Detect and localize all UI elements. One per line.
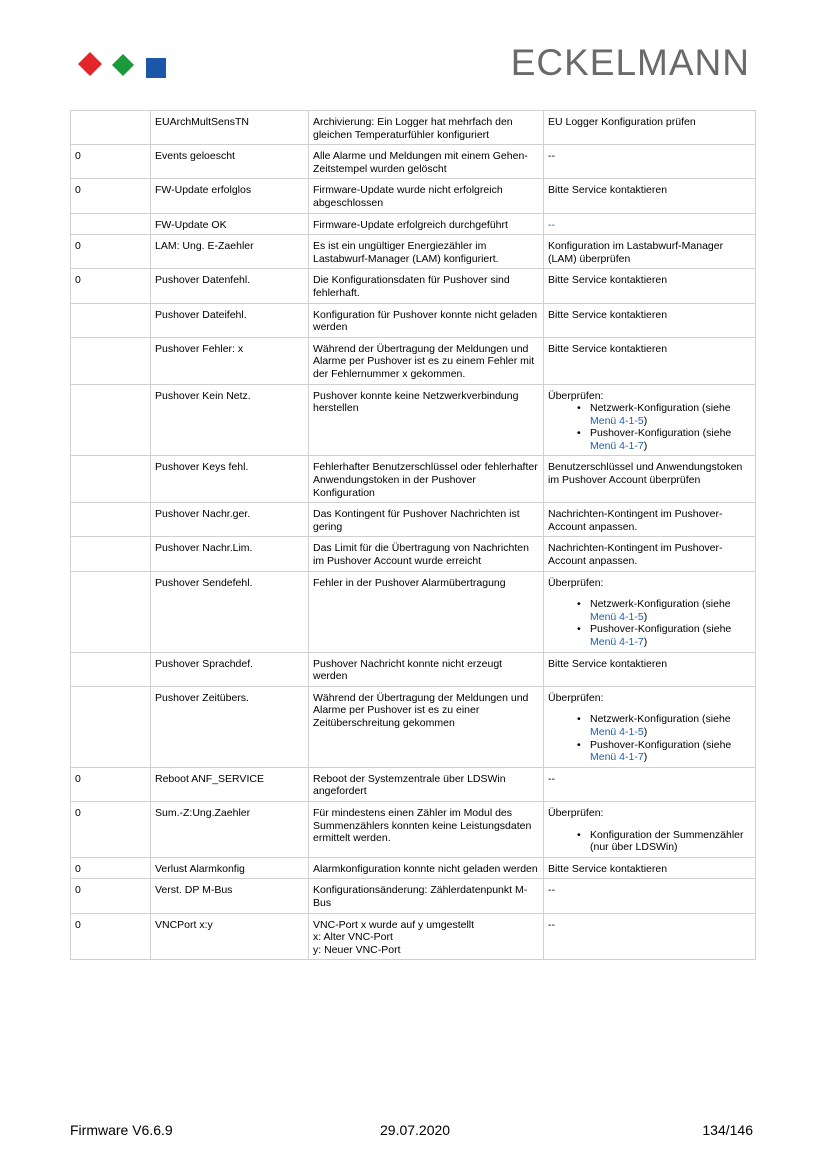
- priority-cell: [71, 686, 151, 767]
- description-cell: Firmware-Update erfolgreich durchgeführt: [309, 213, 544, 235]
- action-cell: Benutzerschlüssel und Anwendungstoken im Pushover Account überprüfen: [544, 456, 756, 503]
- priority-cell: 0: [71, 913, 151, 960]
- action-list: [548, 598, 751, 648]
- message-text-cell: FW-Update OK: [151, 213, 309, 235]
- table-row: [71, 652, 756, 686]
- action-cell: EU Logger Konfiguration prüfen: [544, 111, 756, 145]
- priority-cell: [71, 652, 151, 686]
- action-intro: Überprüfen:: [548, 806, 604, 819]
- description-cell: Firmware-Update wurde nicht erfolgreich abgeschlossen: [309, 179, 544, 213]
- table-row: [71, 145, 756, 179]
- message-text-cell: Sum.-Z:Ung.Zaehler: [151, 801, 309, 857]
- table-row: [71, 303, 756, 337]
- list-item-suffix: ): [643, 414, 648, 427]
- message-text-cell: Events geloescht: [151, 145, 309, 179]
- message-text-cell: VNCPort x:y: [151, 913, 309, 960]
- description-cell: Reboot der Systemzentrale über LDSWin angefordert: [309, 767, 544, 801]
- description-cell: Während der Übertragung der Meldungen und Alarme per Pushover ist es zu einer Zeitüberschreitung gekommen: [309, 686, 544, 767]
- table-row: [71, 503, 756, 537]
- priority-cell: 0: [71, 145, 151, 179]
- action-cell: Konfiguration im Lastabwurf-Manager (LAM) überprüfen: [544, 235, 756, 269]
- action-cell: Bitte Service kontaktieren: [544, 179, 756, 213]
- action-cell: --: [544, 213, 756, 235]
- action-cell: Nachrichten-Kontingent im Pushover-Account anpassen.: [544, 537, 756, 571]
- menu-link[interactable]: Menü 4-1-5: [590, 610, 644, 623]
- priority-cell: 0: [71, 767, 151, 801]
- table-row: [71, 537, 756, 571]
- message-text-cell: Pushover Zeitübers.: [151, 686, 309, 767]
- table-row: [71, 686, 756, 767]
- list-item-text: Pushover-Konfiguration (siehe: [590, 623, 732, 636]
- priority-cell: 0: [71, 801, 151, 857]
- description-cell: Fehler in der Pushover Alarmübertragung: [309, 571, 544, 652]
- action-cell: Bitte Service kontaktieren: [544, 337, 756, 384]
- message-text-cell: Reboot ANF_SERVICE: [151, 767, 309, 801]
- action-intro: Überprüfen:: [548, 576, 604, 589]
- menu-link[interactable]: Menü 4-1-5: [590, 414, 644, 427]
- action-intro: Überprüfen:: [548, 691, 604, 704]
- list-item-suffix: ): [643, 636, 648, 648]
- message-text-cell: Pushover Datenfehl.: [151, 269, 309, 303]
- action-cell: [544, 801, 756, 857]
- priority-cell: [71, 213, 151, 235]
- table-row: [71, 879, 756, 913]
- logo-blue-square: [146, 58, 166, 78]
- description-cell: Alle Alarme und Meldungen mit einem Gehen-Zeitstempel wurden gelöscht: [309, 145, 544, 179]
- table-row: [71, 213, 756, 235]
- priority-cell: [71, 537, 151, 571]
- action-cell: Nachrichten-Kontingent im Pushover-Account anpassen.: [544, 503, 756, 537]
- logo-red-diamond: [78, 52, 102, 76]
- menu-link[interactable]: Menü 4-1-7: [590, 439, 644, 452]
- description-cell: Konfiguration für Pushover konnte nicht geladen werden: [309, 303, 544, 337]
- menu-link[interactable]: Menü 4-1-7: [590, 636, 644, 648]
- list-item: [590, 829, 751, 854]
- list-item-suffix: ): [643, 751, 648, 764]
- description-cell: Alarmkonfiguration konnte nicht geladen werden: [309, 857, 544, 879]
- list-item-text: Netzwerk-Konfiguration (siehe: [590, 713, 731, 726]
- action-cell: Bitte Service kontaktieren: [544, 269, 756, 303]
- message-text-cell: Pushover Sendefehl.: [151, 571, 309, 652]
- list-item: [590, 739, 751, 764]
- action-cell: [544, 384, 756, 456]
- list-item: [590, 402, 751, 427]
- action-cell: [544, 686, 756, 767]
- footer-date: 29.07.2020: [380, 1122, 451, 1138]
- description-cell: Archivierung: Ein Logger hat mehrfach den gleichen Temperaturfühler konfiguriert: [309, 111, 544, 145]
- action-cell: --: [544, 145, 756, 179]
- list-item: [590, 598, 751, 623]
- message-text-cell: EUArchMultSensTN: [151, 111, 309, 145]
- action-cell: --: [544, 913, 756, 960]
- table-row: [71, 337, 756, 384]
- description-cell: Während der Übertragung der Meldungen und Alarme per Pushover ist es zu einem Fehler mit der Fehlernummer x gekommen.: [309, 337, 544, 384]
- table-row: [71, 269, 756, 303]
- footer-page-number: 134/146: [702, 1122, 753, 1138]
- table-row: [71, 767, 756, 801]
- message-text-cell: Pushover Kein Netz.: [151, 384, 309, 456]
- message-text-cell: Verlust Alarmkonfig: [151, 857, 309, 879]
- list-item-text: Pushover-Konfiguration (siehe: [590, 427, 732, 440]
- priority-cell: [71, 111, 151, 145]
- list-item-suffix: ): [643, 439, 648, 452]
- priority-cell: [71, 456, 151, 503]
- action-cell: --: [544, 879, 756, 913]
- description-cell: Konfigurationsänderung: Zählerdatenpunkt M-Bus: [309, 879, 544, 913]
- priority-cell: [71, 303, 151, 337]
- description-cell: Das Limit für die Übertragung von Nachrichten im Pushover Account wurde erreicht: [309, 537, 544, 571]
- description-line: VNC-Port x wurde auf y umgestellt: [313, 918, 475, 931]
- table-row: [71, 801, 756, 857]
- action-intro: Überprüfen:: [548, 389, 604, 402]
- priority-cell: [71, 337, 151, 384]
- eckelmann-logo: [76, 50, 168, 80]
- message-text-cell: Pushover Keys fehl.: [151, 456, 309, 503]
- table-row: [71, 913, 756, 960]
- message-text-cell: Pushover Fehler: x: [151, 337, 309, 384]
- menu-link[interactable]: Menü 4-1-5: [590, 725, 644, 738]
- priority-cell: [71, 503, 151, 537]
- description-cell: Für mindestens einen Zähler im Modul des Summenzählers konnten keine Leistungsdaten ermittelt werden.: [309, 801, 544, 857]
- list-item-text: Pushover-Konfiguration (siehe: [590, 738, 732, 751]
- table-row: [71, 571, 756, 652]
- action-cell: Bitte Service kontaktieren: [544, 652, 756, 686]
- footer-firmware: Firmware V6.6.9: [70, 1122, 173, 1138]
- priority-cell: [71, 571, 151, 652]
- message-text-cell: LAM: Ung. E-Zaehler: [151, 235, 309, 269]
- description-cell: [309, 913, 544, 960]
- list-item-suffix: ): [643, 610, 648, 623]
- description-cell: Fehlerhafter Benutzerschlüssel oder fehlerhafter Anwendungstoken in der Pushover Konfiguration: [309, 456, 544, 503]
- list-item-text: Netzwerk-Konfiguration (siehe: [590, 402, 731, 415]
- menu-link[interactable]: Menü 4-1-7: [590, 751, 644, 764]
- logo-green-diamond: [112, 54, 134, 76]
- message-table: [70, 110, 756, 960]
- table-row: [71, 857, 756, 879]
- priority-cell: 0: [71, 269, 151, 303]
- description-cell: Pushover Nachricht konnte nicht erzeugt werden: [309, 652, 544, 686]
- priority-cell: 0: [71, 235, 151, 269]
- table-row: [71, 456, 756, 503]
- priority-cell: 0: [71, 179, 151, 213]
- table-row: [71, 235, 756, 269]
- message-text-cell: Pushover Dateifehl.: [151, 303, 309, 337]
- action-cell: --: [544, 767, 756, 801]
- message-text-cell: Verst. DP M-Bus: [151, 879, 309, 913]
- list-item: [590, 427, 751, 452]
- action-cell: Bitte Service kontaktieren: [544, 303, 756, 337]
- message-text-cell: Pushover Nachr.Lim.: [151, 537, 309, 571]
- table-row: [71, 384, 756, 456]
- action-list: [548, 713, 751, 763]
- message-text-cell: Pushover Sprachdef.: [151, 652, 309, 686]
- description-cell: Es ist ein ungültiger Energiezähler im Lastabwurf-Manager (LAM) konfiguriert.: [309, 235, 544, 269]
- brand-name: ECKELMANN: [510, 42, 750, 83]
- action-list: [548, 402, 751, 452]
- table-row: [71, 179, 756, 213]
- action-list: [548, 829, 751, 854]
- priority-cell: 0: [71, 879, 151, 913]
- description-cell: Die Konfigurationsdaten für Pushover sind fehlerhaft.: [309, 269, 544, 303]
- message-text-cell: Pushover Nachr.ger.: [151, 503, 309, 537]
- priority-cell: 0: [71, 857, 151, 879]
- description-cell: Das Kontingent für Pushover Nachrichten ist gering: [309, 503, 544, 537]
- list-item-text: Netzwerk-Konfiguration (siehe: [590, 598, 731, 611]
- list-item-text: Konfiguration der Summenzähler (nur über LDSWin): [590, 828, 744, 854]
- table-row: [71, 111, 756, 145]
- action-cell: [544, 571, 756, 652]
- description-line: y: Neuer VNC-Port: [313, 943, 401, 956]
- description-cell: Pushover konnte keine Netzwerkverbindung herstellen: [309, 384, 544, 456]
- action-cell: Bitte Service kontaktieren: [544, 857, 756, 879]
- list-item: [590, 623, 751, 648]
- description-line: x: Alter VNC-Port: [313, 931, 393, 944]
- priority-cell: [71, 384, 151, 456]
- message-text-cell: FW-Update erfolglos: [151, 179, 309, 213]
- list-item-suffix: ): [643, 725, 648, 738]
- list-item: [590, 713, 751, 738]
